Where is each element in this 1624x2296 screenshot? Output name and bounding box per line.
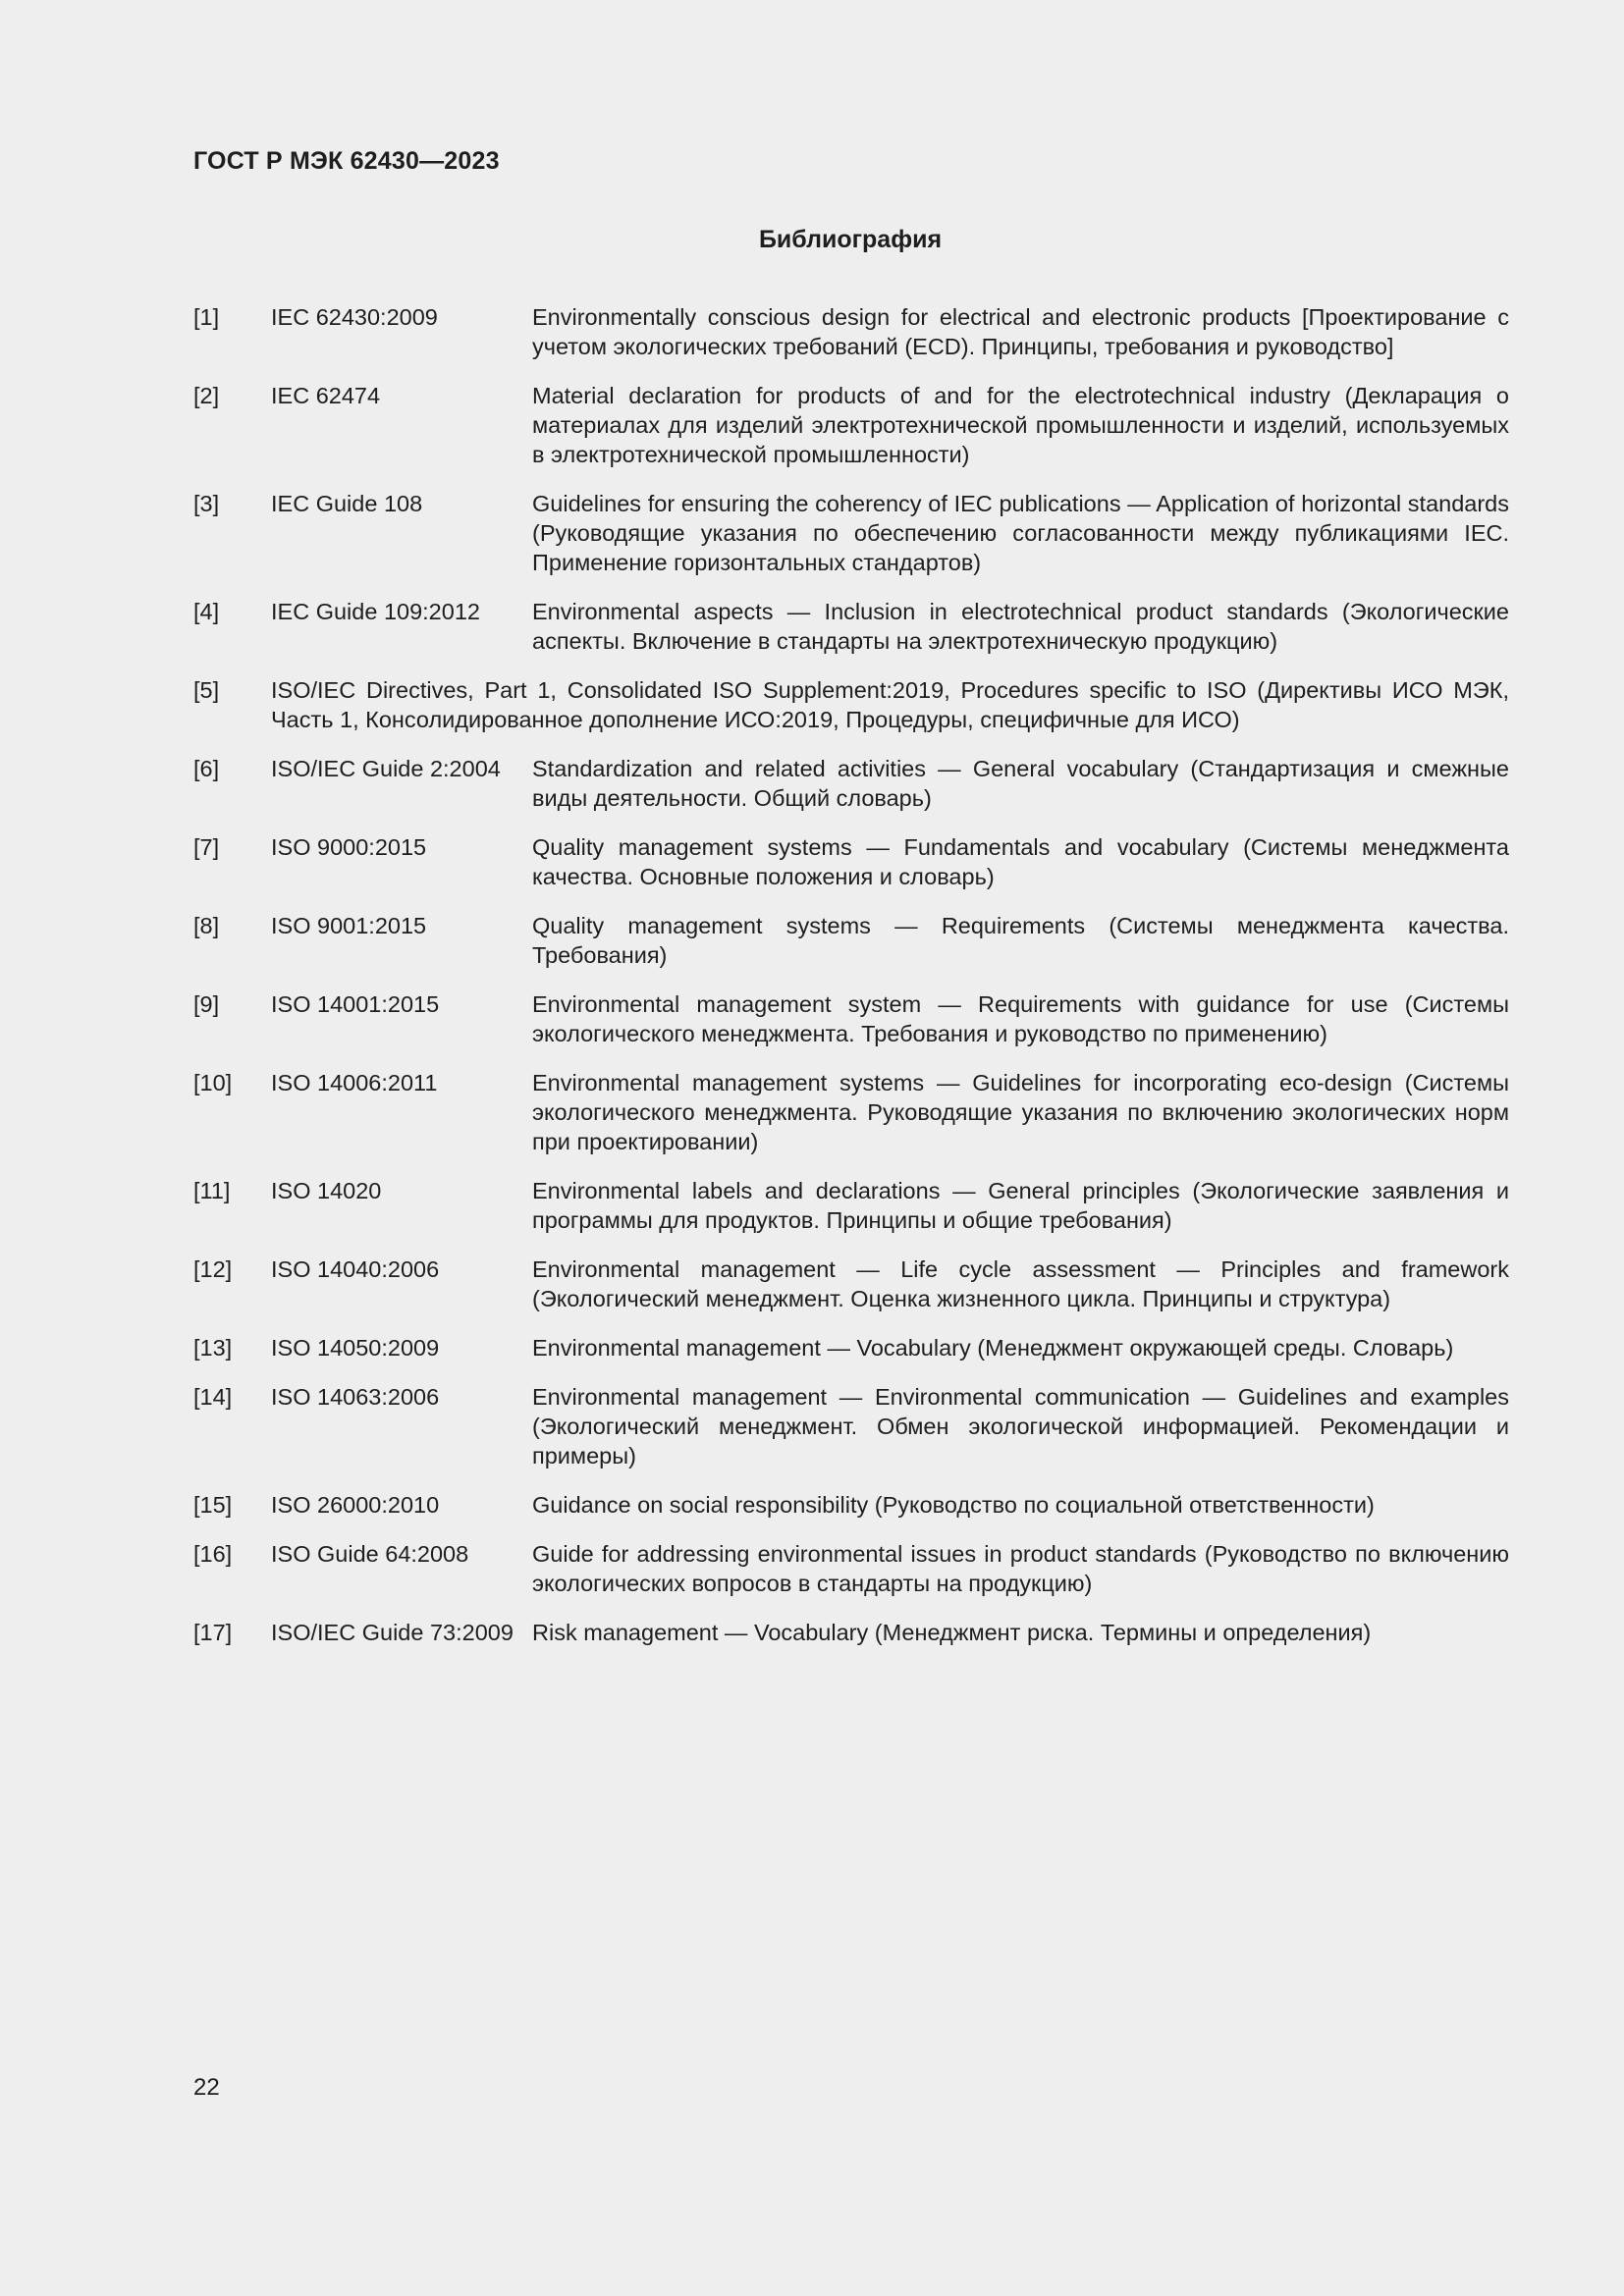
entry-description: Guidelines for ensuring the coherency of IEC publications — Application of horizontal standards (Руководящие указания по обеспечению согласованности между публикациями IEC. Применение горизонтальных стандартов) [532,491,1509,575]
bibliography-entry [193,489,1509,577]
entry-number: [8] [193,913,220,938]
bibliography-entry [193,1618,1509,1647]
entry-code: IEC Guide 109:2012 [271,599,480,624]
entry-description: Risk management — Vocabulary (Менеджмент риска. Термины и определения) [532,1620,1372,1645]
entry-description: Environmental management — Environmental communication — Guidelines and examples (Экологический менеджмент. Обмен экологической информацией. Рекомендации и примеры) [532,1384,1509,1468]
entry-number: [13] [193,1335,233,1361]
entry-number: [16] [193,1541,233,1567]
entry-number: [10] [193,1070,233,1095]
bibliography-entry [193,381,1509,469]
entry-description: Environmental labels and declarations — General principles (Экологические заявления и программы для продуктов. Принципы и общие требования) [532,1178,1509,1233]
bibliography-entry [193,1539,1509,1598]
entry-description: Quality management systems — Fundamentals and vocabulary (Системы менеджмента качества. Основные положения и словарь) [532,834,1509,889]
entry-number: [12] [193,1256,233,1282]
section-title: Библиография [758,226,943,253]
entry-number: [9] [193,991,220,1017]
entry-description: Environmental management — Vocabulary (Менеджмент окружающей среды. Словарь) [532,1335,1454,1361]
entry-description: Standardization and related activities — General vocabulary (Стандартизация и смежные виды деятельности. Общий словарь) [532,756,1509,811]
entry-code: ISO 9000:2015 [271,834,427,860]
entry-number: [7] [193,834,220,860]
entry-code: ISO/IEC Guide 73:2009 [271,1620,514,1645]
entry-code: IEC 62430:2009 [271,304,438,330]
bibliography-list [193,302,1509,1667]
entry-code: ISO 14050:2009 [271,1335,440,1361]
entry-number: [3] [193,491,220,516]
entry-code: ISO 14063:2006 [271,1384,440,1410]
bibliography-entry [193,675,1509,734]
entry-description: Environmental aspects — Inclusion in electrotechnical product standards (Экологические аспекты. Включение в стандарты на электротехническую продукцию) [532,599,1509,654]
entry-description: Environmentally conscious design for electrical and electronic products [Проектирование с учетом экологических требований (ECD). Принципы, требования и руководство] [532,304,1509,359]
entry-number: [2] [193,383,220,408]
entry-number: [15] [193,1492,233,1518]
document-header: ГОСТ Р МЭК 62430—2023 [193,147,500,175]
entry-code: IEC Guide 108 [271,491,423,516]
entry-description: Quality management systems — Requirements (Системы менеджмента качества. Требования) [532,913,1509,968]
bibliography-entry [193,1333,1509,1362]
entry-code: ISO 26000:2010 [271,1492,440,1518]
bibliography-entry [193,1490,1509,1520]
entry-description: Guide for addressing environmental issues in product standards (Руководство по включению экологических вопросов в стандарты на продукцию) [532,1541,1509,1596]
entry-code: ISO/IEC Guide 2:2004 [271,756,501,781]
bibliography-entry [193,754,1509,813]
bibliography-entry [193,911,1509,970]
entry-description: Material declaration for products of and for the electrotechnical industry (Декларация о материалах для изделий электротехнической промышленности и изделий, используемых в электротехнической промышленности) [532,383,1509,467]
bibliography-entry [193,1176,1509,1235]
bibliography-entry [193,302,1509,361]
entry-code: ISO 14001:2015 [271,991,440,1017]
bibliography-entry [193,832,1509,891]
entry-number: [6] [193,756,220,781]
bibliography-entry [193,1068,1509,1156]
entry-description: Environmental management system — Requirements with guidance for use (Системы экологического менеджмента. Требования и руководство по применению) [532,991,1509,1046]
entry-description: Guidance on social responsibility (Руководство по социальной ответственности) [532,1492,1375,1518]
entry-code: IEC 62474 [271,383,381,408]
entry-code: ISO 9001:2015 [271,913,427,938]
entry-description: Environmental management systems — Guidelines for incorporating eco-design (Системы экологического менеджмента. Руководящие указания по включению экологических норм при проектировании) [532,1070,1509,1154]
bibliography-entry [193,1382,1509,1470]
page-number: 22 [193,2074,220,2101]
entry-code: ISO 14040:2006 [271,1256,440,1282]
entry-number: [4] [193,599,220,624]
entry-number: [17] [193,1620,233,1645]
entry-code: ISO Guide 64:2008 [271,1541,469,1567]
bibliography-entry [193,989,1509,1048]
bibliography-entry [193,597,1509,656]
entry-number: [14] [193,1384,233,1410]
entry-number: [5] [193,677,220,703]
entry-number: [11] [193,1178,231,1203]
entry-description: Environmental management — Life cycle assessment — Principles and framework (Экологический менеджмент. Оценка жизненного цикла. Принципы и структура) [532,1256,1509,1311]
entry-number: [1] [193,304,220,330]
entry-code: ISO 14020 [271,1178,382,1203]
bibliography-entry [193,1255,1509,1313]
entry-full-text: ISO/IEC Directives, Part 1, Consolidated ISO Supplement:2019, Procedures specific to ISO (Директивы ИСО МЭК, Часть 1, Консолидированное дополнение ИСО:2019, Процедуры, специфичные для ИСО) [271,677,1509,732]
entry-code: ISO 14006:2011 [271,1070,438,1095]
